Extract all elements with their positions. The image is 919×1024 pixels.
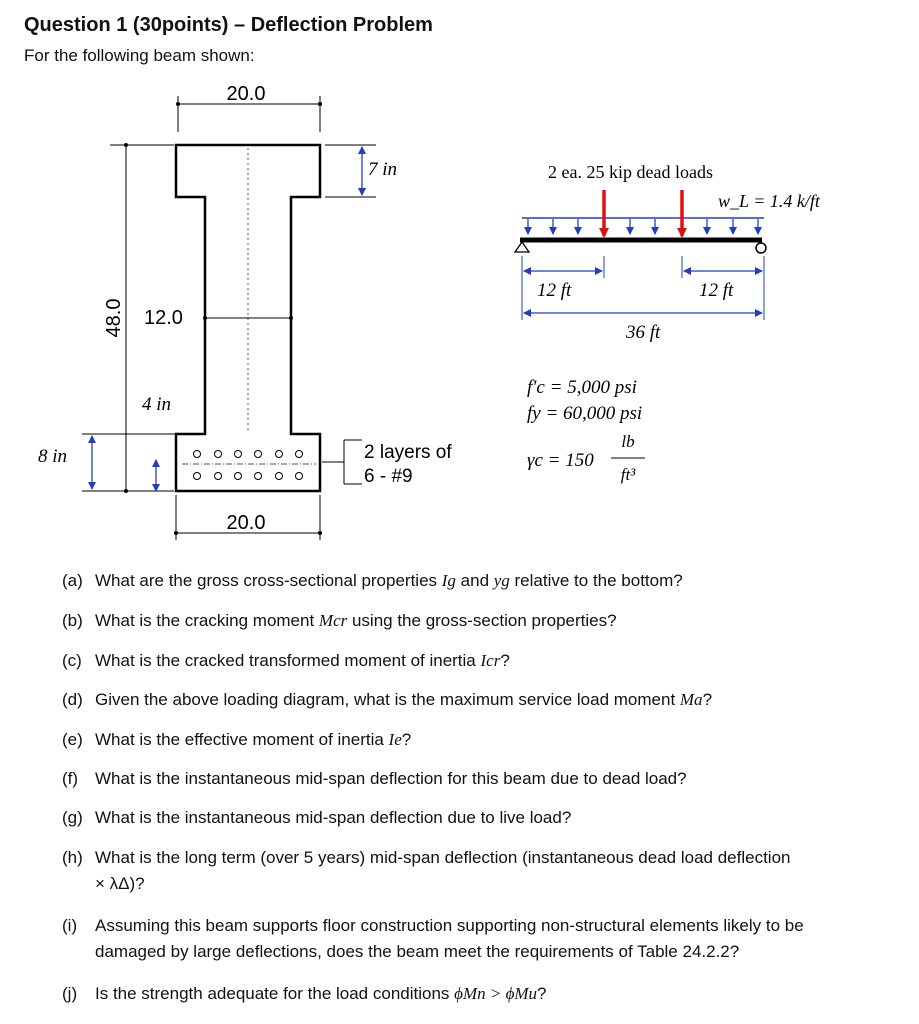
fc-value: f′c = 5,000 psi xyxy=(527,377,637,398)
point-load-label: 2 ea. 25 kip dead loads xyxy=(548,162,713,182)
fy-value: fy = 60,000 psi xyxy=(527,403,643,424)
flange-thickness-label: 7 in xyxy=(368,159,398,180)
dim-right-label: 12 ft xyxy=(699,280,734,301)
pin-support xyxy=(515,242,529,252)
span-label: 36 ft xyxy=(626,322,661,343)
total-height-label: 48.0 xyxy=(103,298,125,338)
gamma-value: γc = 150 xyxy=(527,450,594,471)
bottom-flange-height-label: 8 in xyxy=(38,446,68,467)
rebar-note-line2: 6 - #9 xyxy=(364,466,413,487)
material-properties xyxy=(527,377,645,484)
bottom-width-label: 20.0 xyxy=(226,512,266,534)
live-load-label: w_L = 1.4 k/ft xyxy=(718,191,820,211)
rebar-note-line1: 2 layers of xyxy=(364,442,452,463)
page-title: Question 1 (30points) – Deflection Problem xyxy=(24,14,433,36)
roller-support xyxy=(756,243,766,253)
distributed-load-arrows xyxy=(528,219,758,234)
web-width-label: 12.0 xyxy=(144,307,183,329)
i-beam-section xyxy=(38,83,452,540)
gamma-numerator: lb xyxy=(621,432,635,451)
dim-left-label: 12 ft xyxy=(537,280,572,301)
rebar-depth-label: 4 in xyxy=(142,394,172,415)
gamma-denominator: ft³ xyxy=(620,465,636,484)
page-subtitle: For the following beam shown: xyxy=(24,46,255,65)
top-width-label: 20.0 xyxy=(226,83,266,105)
loading-diagram xyxy=(515,162,821,343)
